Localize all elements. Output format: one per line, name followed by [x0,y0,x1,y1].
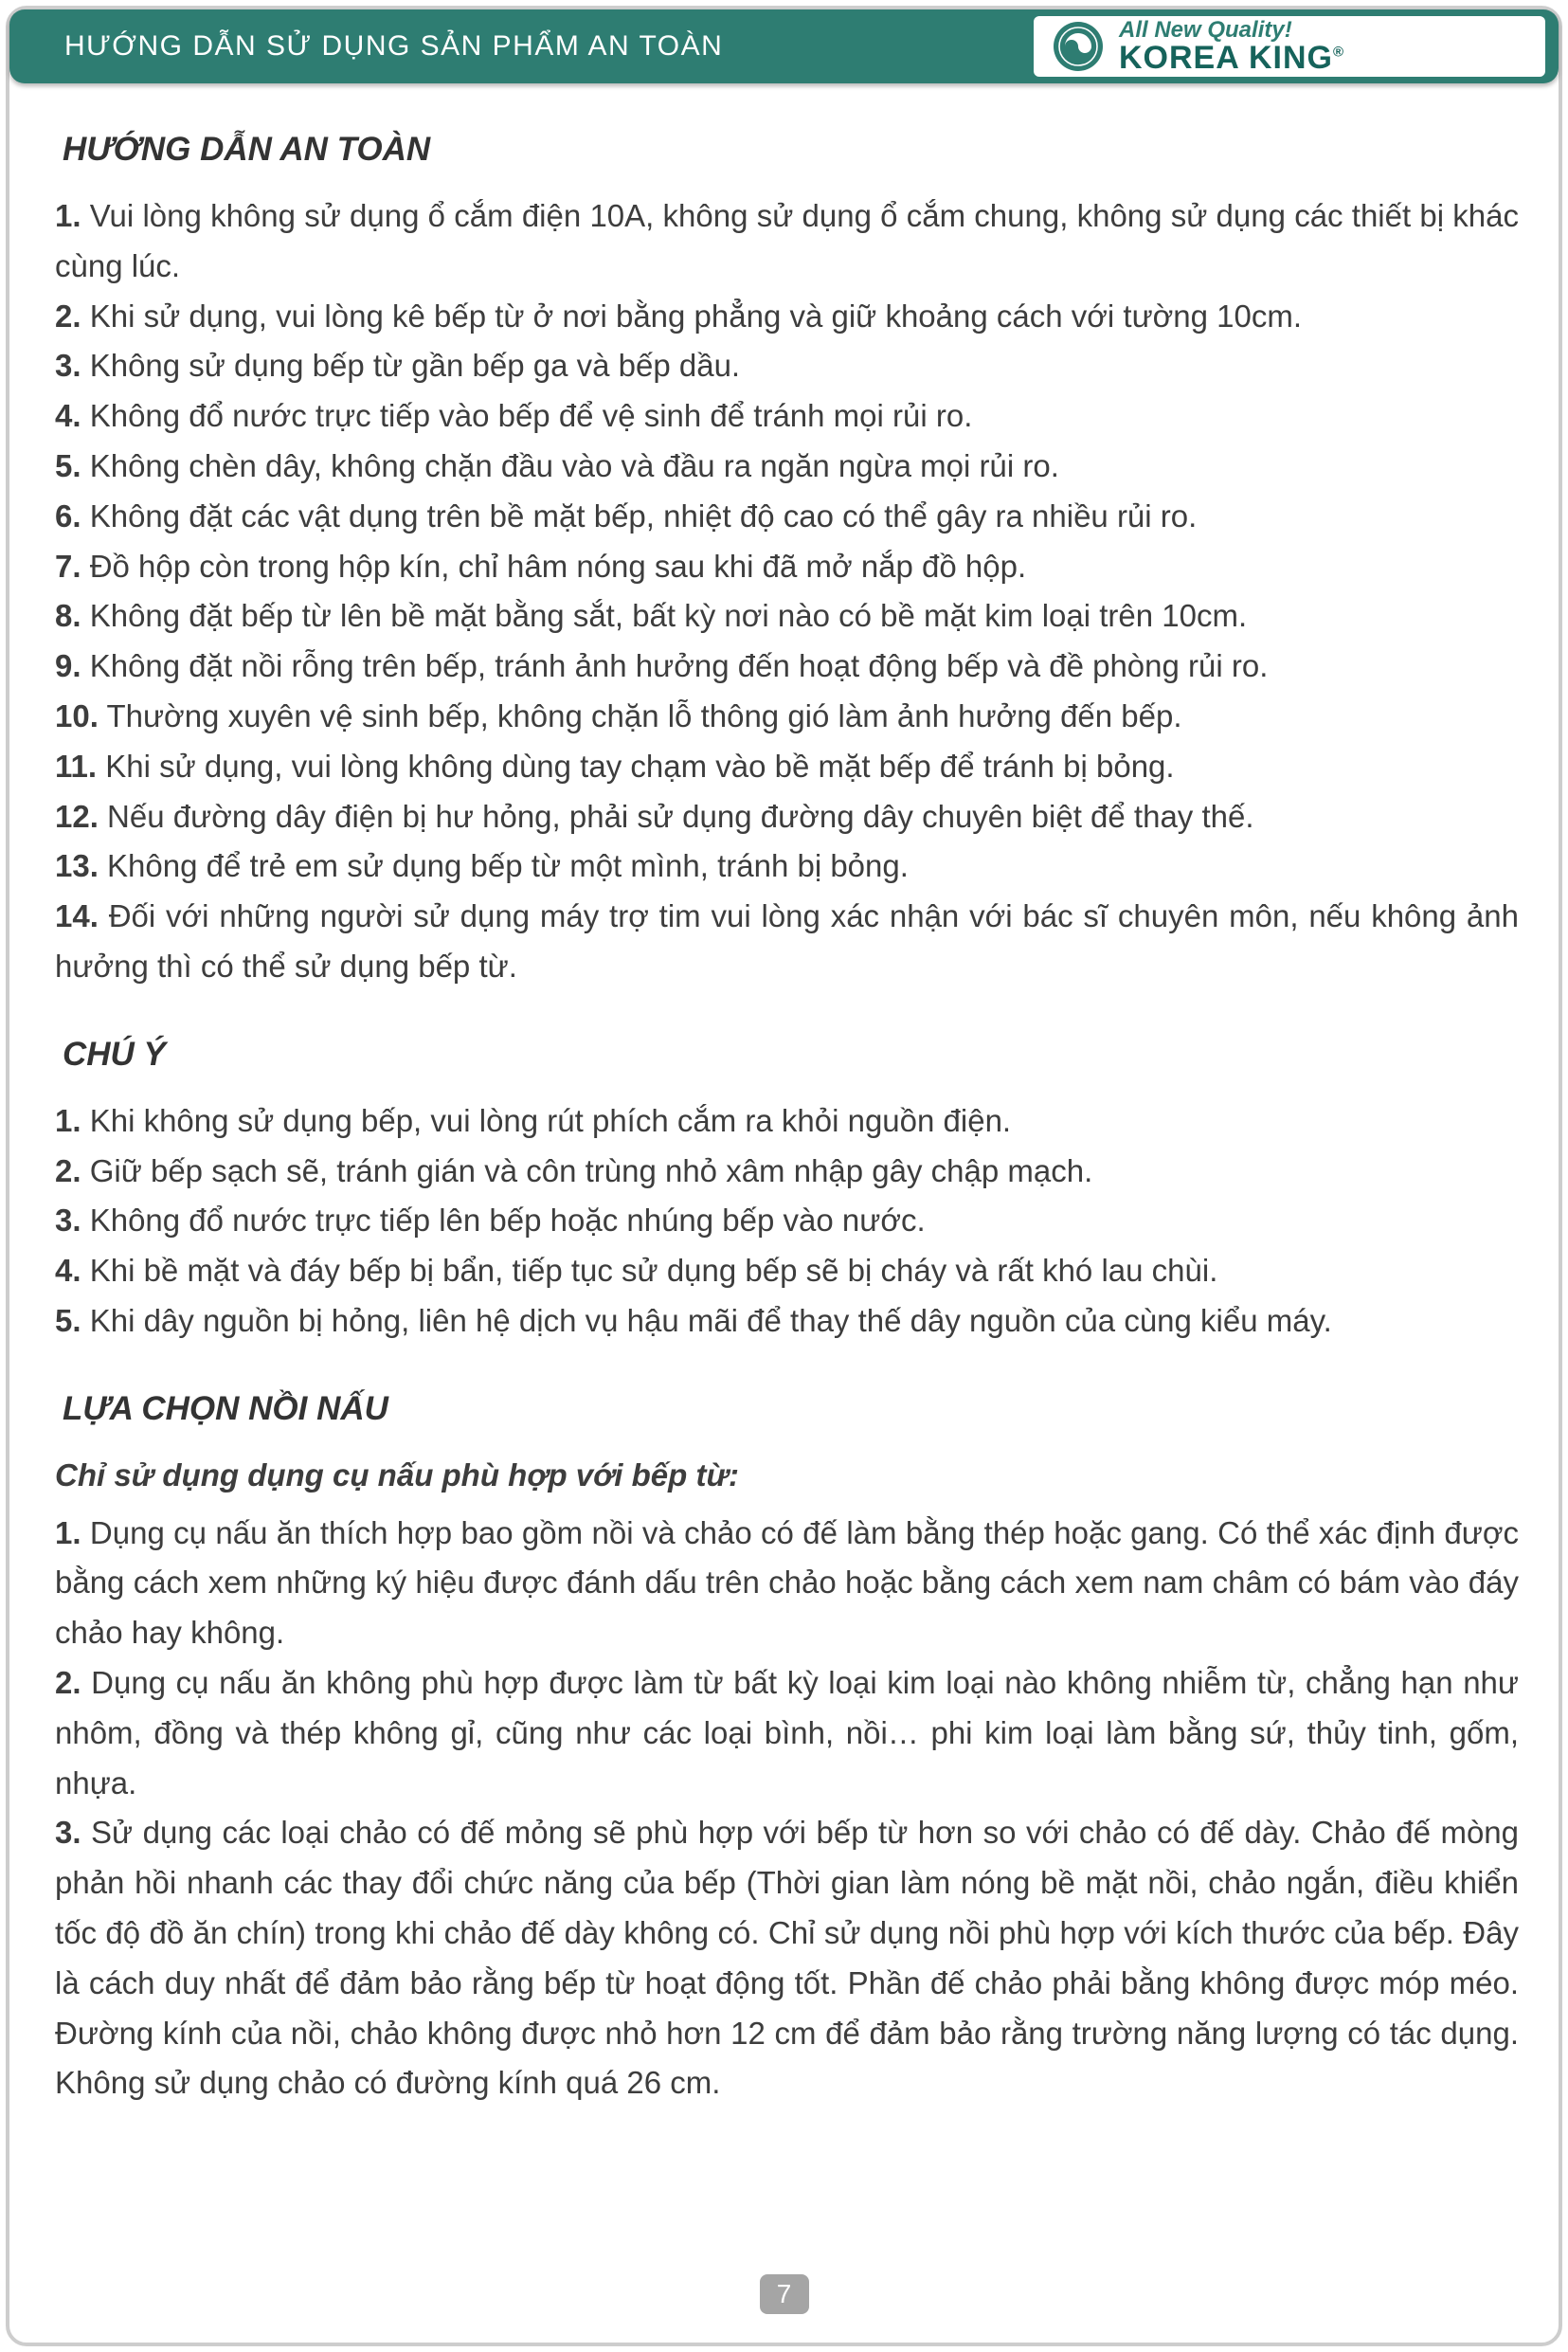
item-text: Khi dây nguồn bị hỏng, liên hệ dịch vụ hậu mãi để thay thế dây nguồn của cùng kiểu máy. [89,1302,1332,1338]
item-text: Đối với những người sử dụng máy trợ tim vui lòng xác nhận với bác sĩ chuyên môn, nếu không ảnh hưởng thì có thể sử dụng bếp từ. [55,898,1519,984]
instruction-item [55,692,1519,742]
page-header [9,9,1559,83]
item-text: Nếu đường dây điện bị hư hỏng, phải sử dụng đường dây chuyên biệt để thay thế. [107,798,1254,834]
item-text: Đồ hộp còn trong hộp kín, chỉ hâm nóng sau khi đã mở nắp đồ hộp. [89,548,1027,584]
item-number: 7. [55,548,81,584]
instruction-item [55,1096,1519,1147]
instruction-item [55,1296,1519,1347]
item-text: Không đặt nồi rỗng trên bếp, tránh ảnh hưởng đến hoạt động bếp và đề phòng rủi ro. [89,648,1269,684]
item-text: Không đặt các vật dụng trên bề mặt bếp, nhiệt độ cao có thể gây ra nhiều rủi ro. [89,498,1198,534]
instruction-item [55,492,1519,542]
item-text: Khi sử dụng, vui lòng kê bếp từ ở nơi bằng phẳng và giữ khoảng cách với tường 10cm. [89,298,1303,334]
item-number: 2. [55,1152,81,1188]
registered-trademark-symbol: ® [1332,44,1345,61]
item-text: Giữ bếp sạch sẽ, tránh gián và côn trùng nhỏ xâm nhập gây chập mạch. [89,1152,1093,1188]
item-text: Không đặt bếp từ lên bề mặt bằng sắt, bất kỳ nơi nào có bề mặt kim loại trên 10cm. [89,598,1248,634]
item-text: Không để trẻ em sử dụng bếp từ một mình, tránh bị bỏng. [107,848,909,884]
item-text: Vui lòng không sử dụng ổ cắm điện 10A, không sử dụng ổ cắm chung, không sử dụng các thiết bị khác cùng lúc. [55,198,1519,283]
instruction-item [55,391,1519,442]
item-text: Không chèn dây, không chặn đầu vào và đầu ra ngăn ngừa mọi rủi ro. [89,447,1059,483]
item-number: 13. [55,848,99,884]
item-number: 6. [55,498,81,534]
item-number: 1. [55,1514,81,1550]
section-heading-notes: CHÚ Ý [63,1035,166,1073]
item-number: 4. [55,1253,81,1289]
brand-tagline: All New Quality! [1119,16,1292,43]
instruction-item [55,191,1519,292]
item-text: Không đổ nước trực tiếp vào bếp để vệ sinh để tránh mọi rủi ro. [89,398,973,434]
item-text: Không đổ nước trực tiếp lên bếp hoặc nhúng bếp vào nước. [89,1203,926,1239]
item-number: 4. [55,398,81,434]
item-number: 9. [55,648,81,684]
instruction-item [55,1808,1519,2108]
item-text: Dụng cụ nấu ăn thích hợp bao gồm nồi và chảo có đế làm bằng thép hoặc gang. Có thể xác định được bằng cách xem những ký hiệu được đánh dấu trên chảo hoặc bằng cách xem nam châm có bám vào đáy chảo hay không. [55,1514,1519,1651]
item-text: Khi không sử dụng bếp, vui lòng rút phích cắm ra khỏi nguồn điện. [89,1102,1012,1138]
instruction-item [55,1246,1519,1296]
instruction-item [55,742,1519,792]
header-title: HƯỚNG DẪN SỬ DỤNG SẢN PHẨM AN TOÀN [64,30,724,62]
instruction-item [55,1147,1519,1197]
item-text: Dụng cụ nấu ăn không phù hợp được làm từ bất kỳ loại kim loại nào không nhiễm từ, chẳng hạn như nhôm, đồng và thép không gỉ, cũng như các loại bình, nồi… phi kim loại làm bằng sứ, thủy tinh, gốm, nhựa. [55,1664,1519,1800]
instruction-item [55,792,1519,842]
instruction-item [55,292,1519,342]
instruction-item [55,892,1519,992]
item-text: Khi sử dụng, vui lòng không dùng tay chạm vào bề mặt bếp để tránh bị bỏng. [105,748,1175,784]
item-number: 8. [55,598,81,634]
korea-king-seal-icon [1053,21,1104,72]
item-number: 14. [55,898,99,934]
cookware-subheading: Chỉ sử dụng dụng cụ nấu phù hợp với bếp từ: [55,1456,740,1493]
instruction-item [55,542,1519,592]
item-number: 10. [55,697,99,733]
item-number: 5. [55,447,81,483]
instruction-item [55,1196,1519,1246]
manual-content [0,91,1568,2108]
instruction-item [55,591,1519,642]
item-number: 3. [55,348,81,384]
item-number: 2. [55,1664,81,1700]
item-number: 11. [55,748,98,784]
item-number: 3. [55,1815,81,1851]
instruction-item [55,841,1519,892]
instruction-item [55,442,1519,492]
item-number: 3. [55,1203,81,1239]
instruction-item [55,1509,1519,1658]
item-number: 2. [55,298,81,334]
instruction-item [55,1658,1519,1808]
item-number: 5. [55,1302,81,1338]
item-text: Sử dụng các loại chảo có đế mỏng sẽ phù hợp với bếp từ hơn so với chảo có đế dày. Chảo đế mòng phản hồi nhanh các thay đổi chức năng của bếp (Thời gian làm nóng bề mặt nồi, chảo ngắn, điều khiển tốc độ đồ ăn chín) trong khi chảo đế dày không có. Chỉ sử dụng nồi phù hợp với kích thước của bếp. Đây là cách duy nhất để đảm bảo rằng bếp từ hoạt động tốt. Phần đế chảo phải bằng không được móp méo. Đường kính của nồi, chảo không được nhỏ hơn 12 cm để đảm bảo rằng trường năng lượng có tác dụng. Không sử dụng chảo có đường kính quá 26 cm. [55,1815,1520,2101]
brand-text-block [1119,18,1344,76]
item-number: 12. [55,798,99,834]
brand-logo-box [1034,16,1545,77]
instruction-item [55,642,1519,692]
brand-name [1119,39,1345,76]
item-number: 1. [55,198,81,233]
item-text: Khi bề mặt và đáy bếp bị bẩn, tiếp tục sử dụng bếp sẽ bị cháy và rất khó lau chùi. [89,1253,1218,1289]
page-number-badge: 7 [760,2274,809,2314]
section-heading-safety-instructions: HƯỚNG DẪN AN TOÀN [63,131,431,168]
brand-name-text: KOREA KING [1119,39,1333,76]
item-text: Thường xuyên vệ sinh bếp, không chặn lỗ thông gió làm ảnh hưởng đến bếp. [106,697,1182,733]
instruction-item [55,341,1519,391]
section-heading-cookware-selection: LỰA CHỌN NỒI NẤU [63,1389,388,1427]
item-text: Không sử dụng bếp từ gần bếp ga và bếp dầu. [89,348,741,384]
item-number: 1. [55,1102,81,1138]
